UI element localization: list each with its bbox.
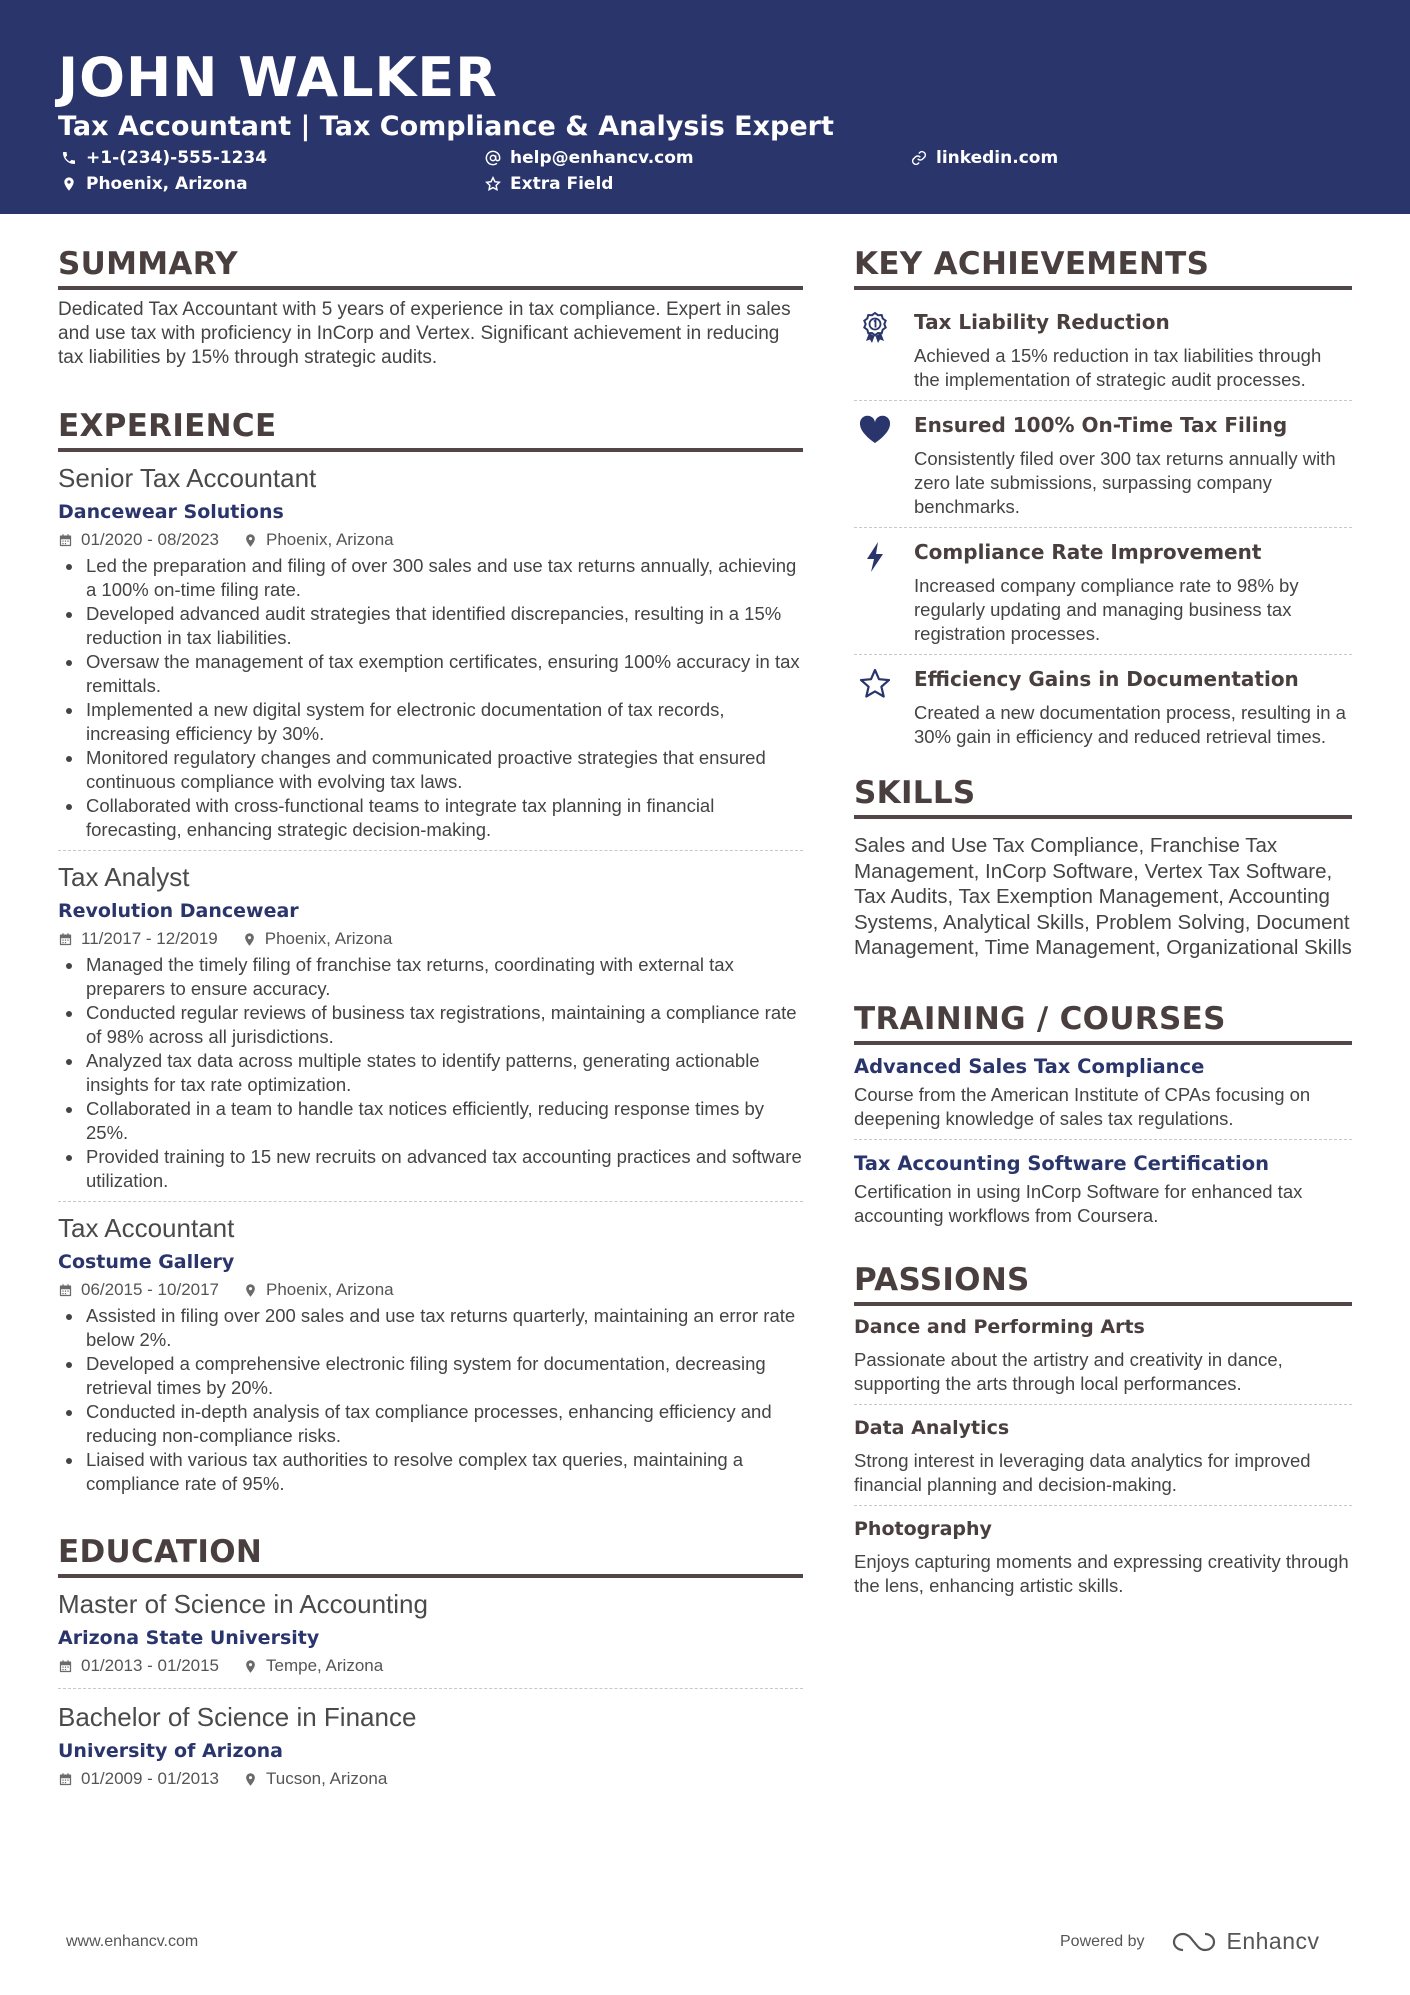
footer-website[interactable]: www.enhancv.com <box>66 1933 199 1950</box>
course-desc: Certification in using InCorp Software for enhanced tax accounting workflows from Coursera. <box>854 1180 1303 1226</box>
edu-dates: 01/2013 - 01/2015 <box>81 1656 220 1675</box>
right-column <box>854 244 1352 1616</box>
enhancv-logo-icon <box>1171 1929 1217 1955</box>
passion-title: Photography <box>854 1517 992 1540</box>
job-bullets <box>58 1304 803 1496</box>
job-role: Tax Accountant <box>58 1213 235 1243</box>
edu-location: Tucson, Arizona <box>266 1769 388 1788</box>
job-company: Costume Gallery <box>58 1251 235 1273</box>
course-title: Advanced Sales Tax Compliance <box>854 1054 1205 1078</box>
lightning-bolt-icon <box>858 540 892 574</box>
contact-extra <box>484 172 613 196</box>
skills-heading: SKILLS <box>854 773 1352 819</box>
job-bullet: Led the preparation and filing of over 300 sales and use tax returns annually, achieving a 100% on-time filing rate. <box>58 554 803 602</box>
map-pin-icon <box>243 533 258 548</box>
job-bullet: Managed the timely filing of franchise tax returns, coordinating with external tax preparers to ensure accuracy. <box>58 953 803 1001</box>
enhancv-logo[interactable] <box>1171 1928 1320 1955</box>
skills-text: Sales and Use Tax Compliance, Franchise Tax Management, InCorp Software, Vertex Tax Software, Tax Audits, Tax Exemption Management, Accounting Systems, Analytical Skills, Problem Solving, Document Management, Time Management, Organizational Skills <box>854 834 1352 959</box>
job-company: Dancewear Solutions <box>58 501 284 523</box>
edu-meta <box>58 1654 803 1678</box>
candidate-title: Tax Accountant | Tax Compliance & Analysis Expert <box>58 111 834 142</box>
education-item <box>58 1586 803 1689</box>
star-icon <box>484 175 502 193</box>
enhancv-brand-text: Enhancv <box>1226 1928 1320 1954</box>
award-ribbon-icon <box>858 310 892 344</box>
edu-degree: Bachelor of Science in Finance <box>58 1702 417 1732</box>
experience-item <box>58 1210 803 1504</box>
achievement-desc: Created a new documentation process, resulting in a 30% gain in efficiency and reduced retrieval times. <box>914 702 1346 747</box>
email-text: help@enhancv.com <box>510 148 694 168</box>
phone-text: +1-(234)-555-1234 <box>86 148 268 168</box>
at-sign-icon <box>484 149 502 167</box>
experience-item <box>58 859 803 1202</box>
link-icon <box>910 149 928 167</box>
passion-desc: Enjoys capturing moments and expressing creativity through the lens, enhancing artistic skills. <box>854 1550 1349 1596</box>
job-dates: 01/2020 - 08/2023 <box>81 530 220 549</box>
edu-school: Arizona State University <box>58 1627 320 1649</box>
job-bullets <box>58 953 803 1193</box>
map-pin-icon <box>243 1283 258 1298</box>
training-heading: TRAINING / COURSES <box>854 999 1352 1045</box>
job-bullet: Conducted regular reviews of business tax registrations, maintaining a compliance rate of 98% across all jurisdictions. <box>58 1001 803 1049</box>
achievement-item <box>854 655 1352 757</box>
job-dates: 11/2017 - 12/2019 <box>81 929 218 948</box>
contact-linkedin[interactable] <box>910 146 1058 170</box>
powered-by-label: Powered by <box>1060 1932 1145 1950</box>
education-heading: EDUCATION <box>58 1532 803 1578</box>
achievement-desc: Achieved a 15% reduction in tax liabilities through the implementation of strategic audit processes. <box>914 345 1322 390</box>
edu-meta <box>58 1767 803 1791</box>
course-item <box>854 1150 1352 1236</box>
edu-school: University of Arizona <box>58 1740 283 1762</box>
experience-heading: EXPERIENCE <box>58 406 803 452</box>
experience-item <box>58 460 803 851</box>
calendar-icon <box>58 1772 73 1787</box>
achievement-item <box>854 298 1352 401</box>
passions-heading: PASSIONS <box>854 1260 1352 1306</box>
job-bullet: Assisted in filing over 200 sales and use tax returns quarterly, maintaining an error rate below 2%. <box>58 1304 803 1352</box>
extra-text: Extra Field <box>510 174 614 194</box>
job-dates: 06/2015 - 10/2017 <box>81 1280 220 1299</box>
job-bullet: Collaborated in a team to handle tax notices efficiently, reducing response times by 25%. <box>58 1097 803 1145</box>
summary-text: Dedicated Tax Accountant with 5 years of experience in tax compliance. Expert in sales and use tax with proficiency in InCorp and Vertex. Significant achievement in reducing tax liabilities by 15% through strategic audits. <box>58 299 791 368</box>
phone-icon <box>60 149 78 167</box>
job-meta <box>58 927 803 951</box>
left-column <box>58 244 803 1811</box>
job-bullet: Developed advanced audit strategies that identified discrepancies, resulting in a 15% reduction in tax liabilities. <box>58 602 803 650</box>
job-bullet: Analyzed tax data across multiple states to identify patterns, generating actionable insights for tax rate optimization. <box>58 1049 803 1097</box>
contact-email[interactable] <box>484 146 694 170</box>
job-company: Revolution Dancewear <box>58 900 299 922</box>
edu-degree: Master of Science in Accounting <box>58 1589 428 1619</box>
edu-location: Tempe, Arizona <box>266 1656 384 1675</box>
passion-item <box>854 1415 1352 1506</box>
achievement-title: Tax Liability Reduction <box>914 310 1170 334</box>
achievement-title: Ensured 100% On-Time Tax Filing <box>914 413 1288 437</box>
location-text: Phoenix, Arizona <box>86 174 248 194</box>
resume-header <box>0 0 1410 214</box>
map-pin-icon <box>242 932 257 947</box>
passion-title: Data Analytics <box>854 1416 1010 1439</box>
achievement-item <box>854 528 1352 655</box>
passion-desc: Passionate about the artistry and creativity in dance, supporting the arts through local performances. <box>854 1348 1283 1394</box>
calendar-icon <box>58 1283 73 1298</box>
edu-dates: 01/2009 - 01/2013 <box>81 1769 220 1788</box>
heart-icon <box>858 413 892 447</box>
passion-item <box>854 1314 1352 1405</box>
job-role: Tax Analyst <box>58 862 190 892</box>
passion-item <box>854 1516 1352 1606</box>
achievement-desc: Increased company compliance rate to 98% by regularly updating and managing business tax registration processes. <box>914 575 1299 644</box>
achievement-desc: Consistently filed over 300 tax returns annually with zero late submissions, surpassing company benchmarks. <box>914 448 1336 517</box>
passion-desc: Strong interest in leveraging data analytics for improved financial planning and decision-making. <box>854 1449 1311 1495</box>
contact-location <box>60 172 248 196</box>
achievements-heading: KEY ACHIEVEMENTS <box>854 244 1352 290</box>
summary-heading: SUMMARY <box>58 244 803 290</box>
job-bullet: Oversaw the management of tax exemption certificates, ensuring 100% accuracy in tax remittals. <box>58 650 803 698</box>
linkedin-text: linkedin.com <box>936 148 1059 168</box>
job-bullet: Collaborated with cross-functional teams to integrate tax planning in financial forecasting, enhancing strategic decision-making. <box>58 794 803 842</box>
job-meta <box>58 528 803 552</box>
calendar-icon <box>58 533 73 548</box>
job-location: Phoenix, Arizona <box>266 530 394 549</box>
job-location: Phoenix, Arizona <box>266 1280 394 1299</box>
job-bullet: Monitored regulatory changes and communicated proactive strategies that ensured continuous compliance with evolving tax laws. <box>58 746 803 794</box>
achievement-title: Compliance Rate Improvement <box>914 540 1262 564</box>
map-pin-icon <box>60 175 78 193</box>
job-role: Senior Tax Accountant <box>58 463 317 493</box>
education-item <box>58 1699 803 1801</box>
job-bullet: Liaised with various tax authorities to resolve complex tax queries, maintaining a compliance rate of 95%. <box>58 1448 803 1496</box>
job-bullets <box>58 554 803 842</box>
calendar-icon <box>58 932 73 947</box>
passion-title: Dance and Performing Arts <box>854 1315 1145 1338</box>
achievement-item <box>854 401 1352 528</box>
job-bullet: Implemented a new digital system for electronic documentation of tax records, increasing efficiency by 30%. <box>58 698 803 746</box>
course-desc: Course from the American Institute of CPAs focusing on deepening knowledge of sales tax regulations. <box>854 1083 1311 1129</box>
map-pin-icon <box>243 1659 258 1674</box>
job-bullet: Provided training to 15 new recruits on advanced tax accounting practices and software utilization. <box>58 1145 803 1193</box>
candidate-name: JOHN WALKER <box>58 46 498 109</box>
job-meta <box>58 1278 803 1302</box>
achievement-title: Efficiency Gains in Documentation <box>914 667 1299 691</box>
course-item <box>854 1053 1352 1140</box>
map-pin-icon <box>243 1772 258 1787</box>
calendar-icon <box>58 1659 73 1674</box>
job-bullet: Conducted in-depth analysis of tax compliance processes, enhancing efficiency and reducing non-compliance risks. <box>58 1400 803 1448</box>
job-location: Phoenix, Arizona <box>264 929 393 948</box>
contact-phone[interactable] <box>60 146 267 170</box>
course-title: Tax Accounting Software Certification <box>854 1151 1269 1175</box>
footer-branding <box>1060 1928 1320 1955</box>
job-bullet: Developed a comprehensive electronic filing system for documentation, decreasing retrieval times by 20%. <box>58 1352 803 1400</box>
star-outline-icon <box>858 667 892 701</box>
